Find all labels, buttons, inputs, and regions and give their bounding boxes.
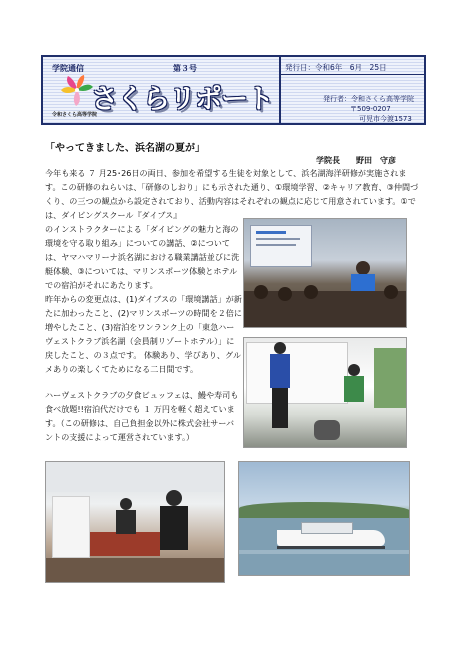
article-paragraph: 今年も来る ７ 月25･26日の両日、参加を希望する生徒を対象として、浜名湖海洋研修が実施されます。この研修のねらいは、「研修のしおり」にも示された通り、①環境学習、②キャリア教育、③仲間づくり、の三つの観点から設定されており、活動内容はそれぞれの観点に応じて用意されています。①では、ダイビングスクール『ダイブス』	[45, 168, 419, 220]
header-title-panel	[43, 57, 281, 123]
postal-code: 〒509-0207	[350, 105, 391, 113]
newsletter-header	[41, 55, 426, 125]
issue-date: 発行日：令和6年 6月 25日	[285, 63, 387, 72]
address: 可児市今渡1573	[359, 115, 412, 123]
school-name-small: 令和さくら高等学院	[52, 112, 98, 118]
boat-lake-photo	[238, 461, 410, 576]
buffet-photo	[45, 461, 225, 583]
issue-number: 第３号	[173, 64, 197, 73]
newsletter-title: さくらリポート	[91, 84, 273, 115]
article-author: 学院長 野田 守彦	[316, 156, 396, 165]
newsletter-series: 学院通信	[52, 64, 84, 73]
article-paragraph: のインストラクターによる「ダイビングの魅力と海の環境を守る取り組み」についての講話、②については、ヤマハマリーナ浜名湖における職業講話並びに洗艇体験、③については、マリンスポーツ体験とホテルでの宿泊がそれにあたります。	[45, 224, 240, 290]
publisher: 発行者：令和さくら高等学院	[323, 95, 414, 103]
article-paragraph: ハーヴェストクラブの夕食ビュッフェは、鰻や寿司も食べ放題!!宿泊代だけでも １ 万円を軽く超えています。（この研修は、自己負担金以外に株式会社サーバントの支援によって運営されています。）	[45, 390, 239, 442]
article-paragraph: 昨年からの変更点は、(1)ダイブスの「環境講話」が新たに加わったこと、(2)マリンスポーツの時間を２倍に増やしたこと、(3)宿泊をワンランク上の「東急ハーヴェストクラブ浜名湖（会員制リゾートホテル）」に戻したこと、の３点です。 体験あり、学びあり、グルメありの楽しくてためになる二日間です。	[45, 294, 242, 374]
article-title: 「やってきました、浜名湖の夏が」	[45, 143, 205, 154]
header-info-panel	[281, 57, 424, 123]
students-screen-photo	[243, 337, 407, 448]
sakura-logo-icon	[59, 72, 95, 108]
lecture-photo	[243, 218, 407, 328]
date-divider	[281, 74, 424, 75]
